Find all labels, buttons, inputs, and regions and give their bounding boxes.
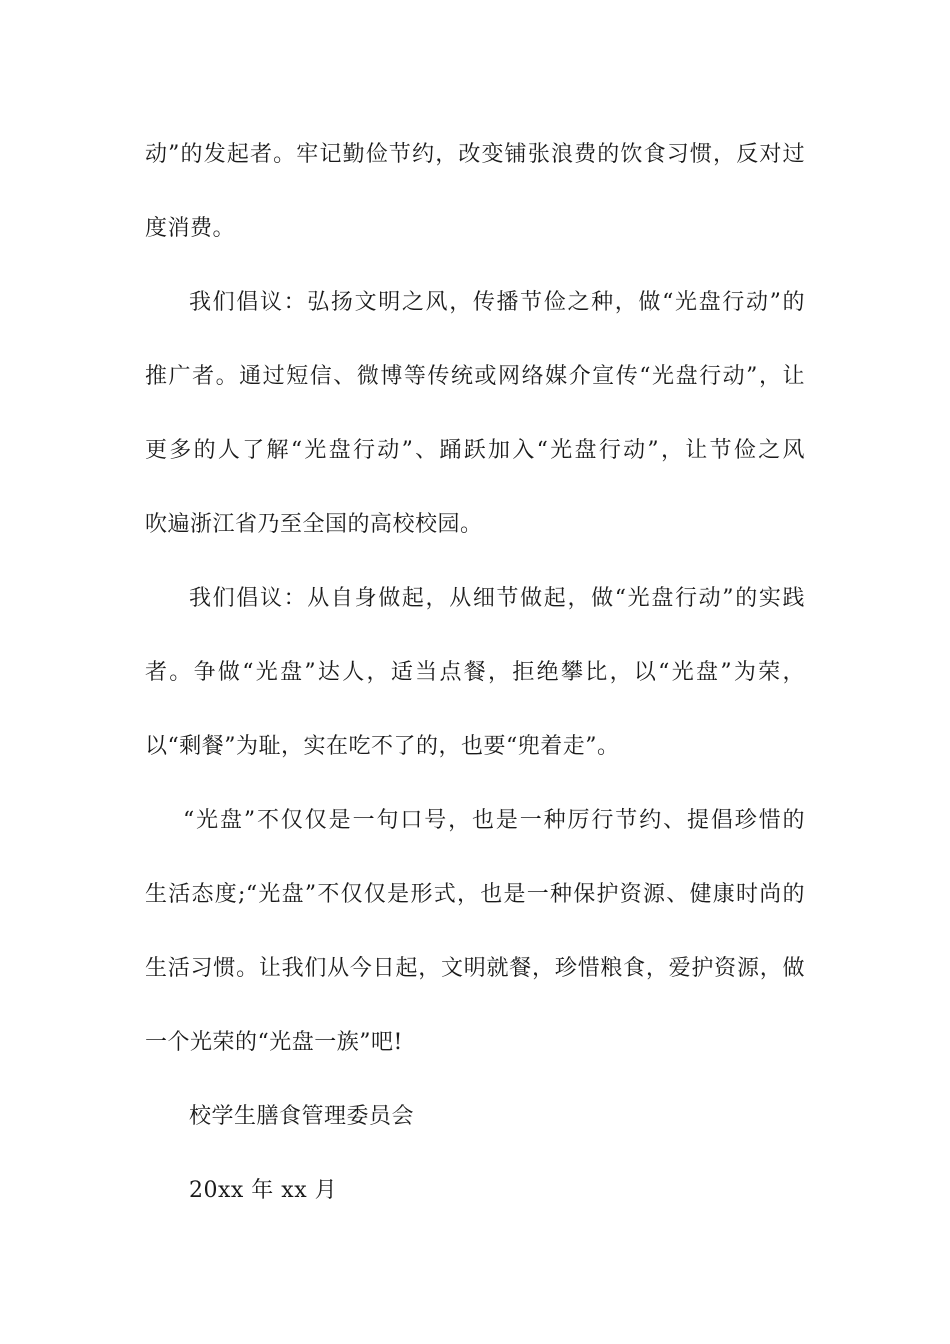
paragraph-line: 更多的人了解“光盘行动”、踊跃加入“光盘行动”，让节俭之风 [145,438,805,463]
paragraph-line: 动”的发起者。牢记勤俭节约，改变铺张浪费的饮食习惯，反对过 [145,142,805,167]
paragraph-line: 度消费。 [145,216,236,241]
paragraph-line: 以“剩餐”为耻，实在吃不了的，也要“兜着走”。 [145,734,620,759]
paragraph-line: 我们倡议：弘扬文明之风，传播节俭之种，做“光盘行动”的 [189,290,805,315]
paragraph-line: 我们倡议：从自身做起，从细节做起，做“光盘行动”的实践 [189,586,805,611]
paragraph-1 [145,118,805,266]
paragraph-line: “光盘”不仅仅是一句口号，也是一种厉行节约、提倡珍惜的 [183,808,805,833]
document-body [145,118,805,1228]
paragraph-line: 者。争做“光盘”达人，适当点餐，拒绝攀比，以“光盘”为荣， [145,660,805,685]
signature-organization: 校学生膳食管理委员会 [189,1104,415,1129]
signature-date: 20xx 年 xx 月 [189,1178,338,1203]
paragraph-line: 生活习惯。让我们从今日起，文明就餐，珍惜粮食，爱护资源，做 [145,956,805,981]
signature-block [145,1080,805,1228]
paragraph-line: 一个光荣的“光盘一族”吧! [145,1030,403,1055]
paragraph-line: 推广者。通过短信、微博等传统或网络媒介宣传“光盘行动”，让 [145,364,805,389]
paragraph-line: 吹遍浙江省乃至全国的高校校园。 [145,512,483,537]
paragraph-3 [145,562,805,784]
paragraph-2 [145,266,805,562]
paragraph-4 [145,784,805,1080]
paragraph-line: 生活态度;“光盘”不仅仅是形式，也是一种保护资源、健康时尚的 [145,882,805,907]
